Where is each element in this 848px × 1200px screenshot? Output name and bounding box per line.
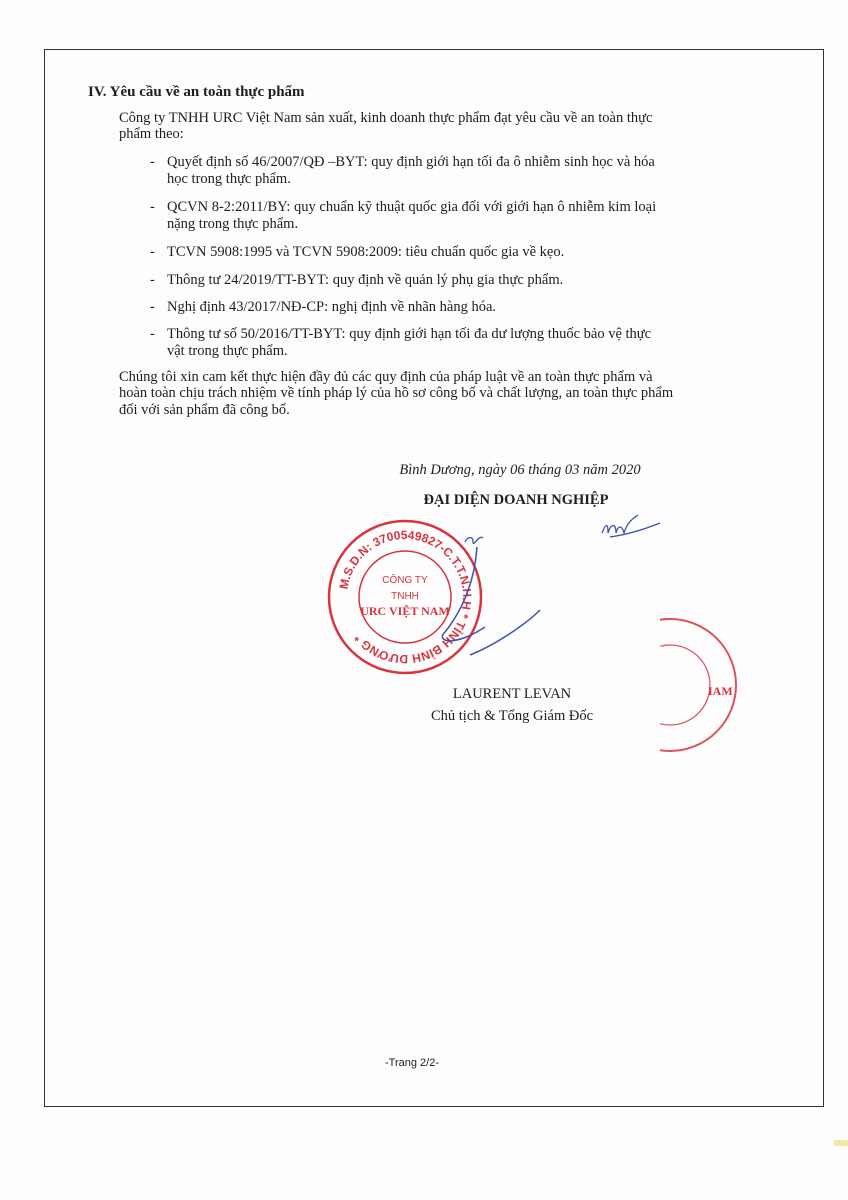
svg-text:URC VIỆT NAM: URC VIỆT NAM	[360, 604, 450, 618]
bullet-line: Thông tư số 50/2016/TT-BYT: quy định giới hạn tối đa dư lượng thuốc bảo vệ thực	[167, 326, 652, 342]
bullet-line: QCVN 8-2:2011/BY: quy chuẩn kỹ thuật quốc gia đối với giới hạn ô nhiễm kim loại	[167, 199, 657, 215]
page-number: -Trang 2/2-	[384, 1057, 440, 1069]
bullet-dash: -	[150, 299, 155, 315]
svg-text:CÔNG TY: CÔNG TY	[382, 575, 428, 586]
signature-scribble	[465, 600, 545, 660]
section-heading: IV. Yêu cầu về an toàn thực phẩm	[88, 84, 305, 100]
bullet-dash: -	[150, 154, 155, 170]
bullet-line: Quyết định số 46/2007/QĐ –BYT: quy định giới hạn tối đa ô nhiễm sinh học và hóa	[167, 154, 655, 170]
bullet-line: học trong thực phẩm.	[167, 171, 291, 187]
partial-stamp	[660, 610, 740, 760]
svg-text:TNHH: TNHH	[391, 591, 419, 602]
scan-edge-mark	[834, 1140, 848, 1146]
intro-line: phẩm theo:	[119, 126, 184, 142]
svg-text:IAM: IAM	[708, 684, 733, 698]
closing-line: hoàn toàn chịu trách nhiệm về tính pháp lý của hồ sơ công bố và chất lượng, an toàn thực phẩm	[119, 385, 674, 401]
bullet-dash: -	[150, 272, 155, 288]
intro-line: Công ty TNHH URC Việt Nam sản xuất, kinh doanh thực phẩm đạt yêu cầu về an toàn thực	[119, 110, 653, 126]
bullet-dash: -	[150, 244, 155, 260]
signatory-position: Chủ tịch & Tổng Giám Đốc	[430, 708, 594, 724]
place-date: Bình Dương, ngày 06 tháng 03 năm 2020	[399, 462, 641, 478]
bullet-dash: -	[150, 199, 155, 215]
svg-text:M.S.D.N: 3700549827-C.T.T.N.H.: M.S.D.N: 3700549827-C.T.T.N.H.H * TỈNH BÌNH DƯƠNG *	[336, 527, 475, 667]
bullet-line: TCVN 5908:1995 và TCVN 5908:2009: tiêu chuẩn quốc gia về kẹo.	[167, 244, 565, 260]
signatory-title: ĐẠI DIỆN DOANH NGHIỆP	[423, 492, 609, 508]
initials-scribble	[600, 505, 670, 545]
signatory-name: LAURENT LEVAN	[452, 686, 572, 702]
bullet-line: nặng trong thực phẩm.	[167, 216, 299, 232]
closing-line: đối với sản phẩm đã công bố.	[119, 402, 290, 418]
bullet-line: Thông tư 24/2019/TT-BYT: quy định về quản lý phụ gia thực phẩm.	[167, 272, 564, 288]
company-stamp	[325, 517, 485, 677]
bullet-dash: -	[150, 326, 155, 342]
bullet-line: vật trong thực phẩm.	[167, 343, 288, 359]
bullet-line: Nghị định 43/2017/NĐ-CP: nghị định về nhãn hàng hóa.	[167, 299, 497, 315]
closing-line: Chúng tôi xin cam kết thực hiện đầy đủ các quy định của pháp luật về an toàn thực phẩm và	[119, 369, 653, 385]
